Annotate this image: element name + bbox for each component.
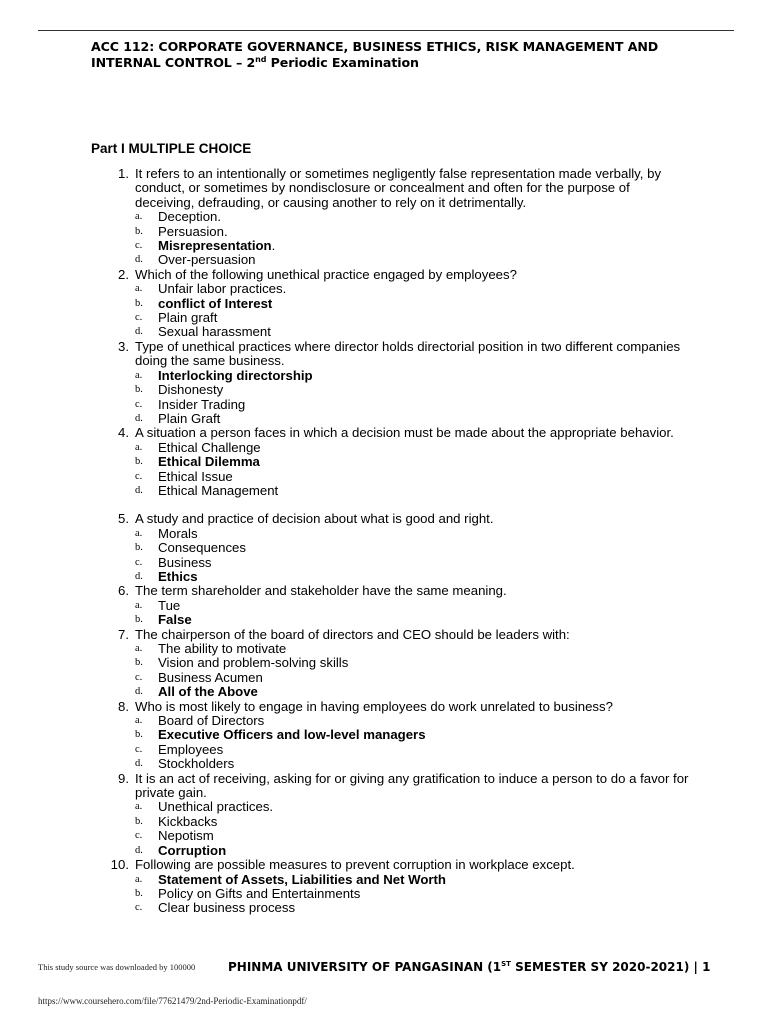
option-text: Kickbacks	[158, 813, 218, 829]
exam-title-line-2	[91, 55, 731, 71]
option-letter: d.	[135, 326, 143, 338]
answer-option	[135, 728, 691, 742]
option-letter: d.	[135, 844, 143, 856]
option-letter: d.	[135, 484, 143, 496]
question-number: 9.	[118, 770, 129, 786]
correct-option-text: False	[158, 612, 192, 628]
question-text: Who is most likely to engage in having employees do work unrelated to business?	[135, 698, 613, 714]
answer-option	[135, 541, 691, 555]
question-item	[91, 167, 691, 268]
option-text: Sexual harassment	[158, 324, 271, 340]
footer-university	[228, 960, 710, 974]
option-text: Employees	[158, 741, 224, 757]
correct-option-text: Statement of Assets, Liabilities and Net Worth	[158, 871, 446, 887]
question-number: 5.	[118, 511, 129, 527]
question-number: 7.	[118, 626, 129, 642]
option-letter: a.	[135, 527, 143, 539]
option-list	[135, 599, 691, 628]
answer-option	[135, 282, 691, 296]
question-item	[91, 772, 691, 858]
option-text: Clear business process	[158, 900, 296, 916]
answer-option	[135, 369, 691, 383]
option-list	[135, 441, 691, 499]
option-letter: a.	[135, 211, 143, 223]
option-text: Plain Graft	[158, 410, 221, 426]
question-text: It is an act of receiving, asking for or giving any gratification to induce a person to do a favor for private gain.	[135, 770, 689, 801]
question-number: 4.	[118, 425, 129, 441]
option-letter: c.	[135, 743, 143, 755]
correct-option-text: conflict of Interest	[158, 295, 273, 311]
option-text: Consequences	[158, 540, 246, 556]
part-title: Part I MULTIPLE CHOICE	[91, 141, 252, 156]
answer-option	[135, 484, 691, 498]
option-letter: c.	[135, 312, 143, 324]
exam-title-suffix: Periodic Examination	[266, 54, 419, 70]
answer-option	[135, 671, 691, 685]
correct-option-text: Ethical Dilemma	[158, 454, 260, 470]
option-list	[135, 282, 691, 340]
answer-option	[135, 455, 691, 469]
answer-option	[135, 714, 691, 728]
answer-option	[135, 757, 691, 771]
answer-option	[135, 743, 691, 757]
answer-option	[135, 829, 691, 843]
option-letter: c.	[135, 240, 143, 252]
question-number: 8.	[118, 698, 129, 714]
answer-option	[135, 470, 691, 484]
answer-option	[135, 613, 691, 627]
footer-university-ordinal: ST	[501, 960, 511, 968]
question-text: A study and practice of decision about what is good and right.	[135, 511, 494, 527]
option-letter: a.	[135, 599, 143, 611]
option-text: Morals	[158, 525, 198, 541]
footer-university-prefix: PHINMA UNIVERSITY OF PANGASINAN (1	[228, 960, 502, 974]
option-list	[135, 210, 691, 268]
option-text: Ethical Issue	[158, 468, 233, 484]
correct-option-text: Interlocking directorship	[158, 367, 313, 383]
exam-title-prefix: INTERNAL CONTROL – 2	[91, 54, 256, 70]
question-text: A situation a person faces in which a decision must be made about the appropriate behavior.	[135, 425, 674, 441]
answer-option	[135, 311, 691, 325]
question-text: The term shareholder and stakeholder have the same meaning.	[135, 583, 507, 599]
option-text: Unfair labor practices.	[158, 281, 287, 297]
question-text: Type of unethical practices where director holds directorial position in two different companies doing the same business.	[135, 338, 681, 369]
option-text: Persuasion.	[158, 223, 228, 239]
answer-option	[135, 656, 691, 670]
answer-option	[135, 412, 691, 426]
option-text: Tue	[158, 597, 181, 613]
option-text: Policy on Gifts and Entertainments	[158, 885, 361, 901]
answer-option	[135, 599, 691, 613]
answer-option	[135, 297, 691, 311]
option-letter: c.	[135, 830, 143, 842]
question-list	[91, 167, 691, 916]
option-text: Ethical Challenge	[158, 439, 261, 455]
option-list	[135, 800, 691, 858]
option-text: Vision and problem-solving skills	[158, 655, 349, 671]
answer-option	[135, 873, 691, 887]
option-text: Business Acumen	[158, 669, 263, 685]
answer-option	[135, 527, 691, 541]
answer-option	[135, 210, 691, 224]
option-text: Stockholders	[158, 756, 235, 772]
question-item	[91, 700, 691, 772]
option-list	[135, 527, 691, 585]
question-number: 6.	[118, 583, 129, 599]
question-text: The chairperson of the board of directors and CEO should be leaders with:	[135, 626, 570, 642]
footer-url: https://www.coursehero.com/file/77621479/2nd-Periodic-Examinationpdf/	[38, 996, 307, 1006]
correct-option-text: All of the Above	[158, 684, 258, 700]
option-letter: a.	[135, 801, 143, 813]
answer-option	[135, 570, 691, 584]
answer-option	[135, 398, 691, 412]
answer-option	[135, 383, 691, 397]
footer-university-suffix: SEMESTER SY 2020-2021) | 1	[510, 960, 711, 974]
option-letter: a.	[135, 715, 143, 727]
correct-option-text: Executive Officers and low-level managers	[158, 727, 426, 743]
option-list	[135, 369, 691, 427]
option-text: Plain graft	[158, 310, 218, 326]
question-item	[91, 584, 691, 627]
option-letter: b.	[135, 297, 143, 309]
answer-option	[135, 239, 691, 253]
option-letter: d.	[135, 412, 143, 424]
option-text: Unethical practices.	[158, 799, 274, 815]
option-list	[135, 873, 691, 916]
option-letter: c.	[135, 398, 143, 410]
exam-title-line-1: ACC 112: CORPORATE GOVERNANCE, BUSINESS ETHICS, RISK MANAGEMENT AND	[91, 39, 659, 54]
answer-option	[135, 556, 691, 570]
question-gap	[91, 498, 691, 512]
option-letter: b.	[135, 887, 143, 899]
question-item	[91, 628, 691, 700]
answer-option	[135, 685, 691, 699]
option-text: Dishonesty	[158, 382, 224, 398]
question-item	[91, 512, 691, 584]
option-list	[135, 642, 691, 700]
answer-option	[135, 844, 691, 858]
option-text: The ability to motivate	[158, 641, 287, 656]
question-text: It refers to an intentionally or sometimes negligently false representation made verbally, by conduct, or sometimes by nondisclosure or concealment and often for the purpose of deceiving, defrauding, or causing another to rely on it detrimentally.	[135, 166, 662, 210]
footer-source-note: This study source was downloaded by 100000	[38, 962, 196, 972]
option-letter: b.	[135, 614, 143, 626]
option-text: Board of Directors	[158, 713, 265, 729]
answer-option	[135, 642, 691, 656]
option-letter: b.	[135, 225, 143, 237]
exam-title-ordinal: nd	[255, 54, 267, 64]
option-letter: b.	[135, 657, 143, 669]
option-letter: d.	[135, 570, 143, 582]
option-letter: a.	[135, 441, 143, 453]
correct-option-text: Corruption	[158, 842, 227, 858]
correct-option-text: Ethics	[158, 568, 198, 584]
question-number: 3.	[118, 338, 129, 354]
option-letter: c.	[135, 470, 143, 482]
option-letter: b.	[135, 729, 143, 741]
option-letter: a.	[135, 369, 143, 381]
header-rule	[38, 30, 734, 31]
answer-option	[135, 225, 691, 239]
option-letter: c.	[135, 902, 143, 914]
option-text: Deception.	[158, 209, 222, 225]
answer-option	[135, 887, 691, 901]
option-text: Insider Trading	[158, 396, 246, 412]
option-letter: b.	[135, 384, 143, 396]
question-item	[91, 426, 691, 498]
option-letter: c.	[135, 556, 143, 568]
option-letter: d.	[135, 758, 143, 770]
option-text: Nepotism	[158, 828, 214, 844]
answer-option	[135, 815, 691, 829]
option-letter: b.	[135, 542, 143, 554]
question-text: Following are possible measures to prevent corruption in workplace except.	[135, 857, 575, 873]
question-number: 2.	[118, 266, 129, 282]
exam-title	[91, 39, 731, 70]
answer-option	[135, 325, 691, 339]
option-letter: b.	[135, 815, 143, 827]
option-letter: d.	[135, 254, 143, 266]
option-letter: a.	[135, 643, 143, 654]
question-number: 10.	[110, 857, 129, 873]
option-text: Business	[158, 554, 212, 570]
option-letter: b.	[135, 456, 143, 468]
option-text: Over-persuasion	[158, 252, 256, 268]
correct-option-text: Misrepresentation	[158, 238, 272, 254]
option-letter: a.	[135, 873, 143, 885]
question-item	[91, 858, 691, 916]
answer-option	[135, 800, 691, 814]
option-letter: a.	[135, 283, 143, 295]
question-item	[91, 340, 691, 426]
question-number: 1.	[118, 166, 129, 181]
option-suffix: .	[271, 238, 276, 254]
option-list	[135, 714, 691, 772]
option-letter: d.	[135, 686, 143, 698]
answer-option	[135, 253, 691, 267]
answer-option	[135, 441, 691, 455]
option-text: Ethical Management	[158, 482, 279, 498]
option-letter: c.	[135, 671, 143, 683]
question-item	[91, 268, 691, 340]
question-text: Which of the following unethical practice engaged by employees?	[135, 266, 517, 282]
answer-option	[135, 901, 691, 915]
